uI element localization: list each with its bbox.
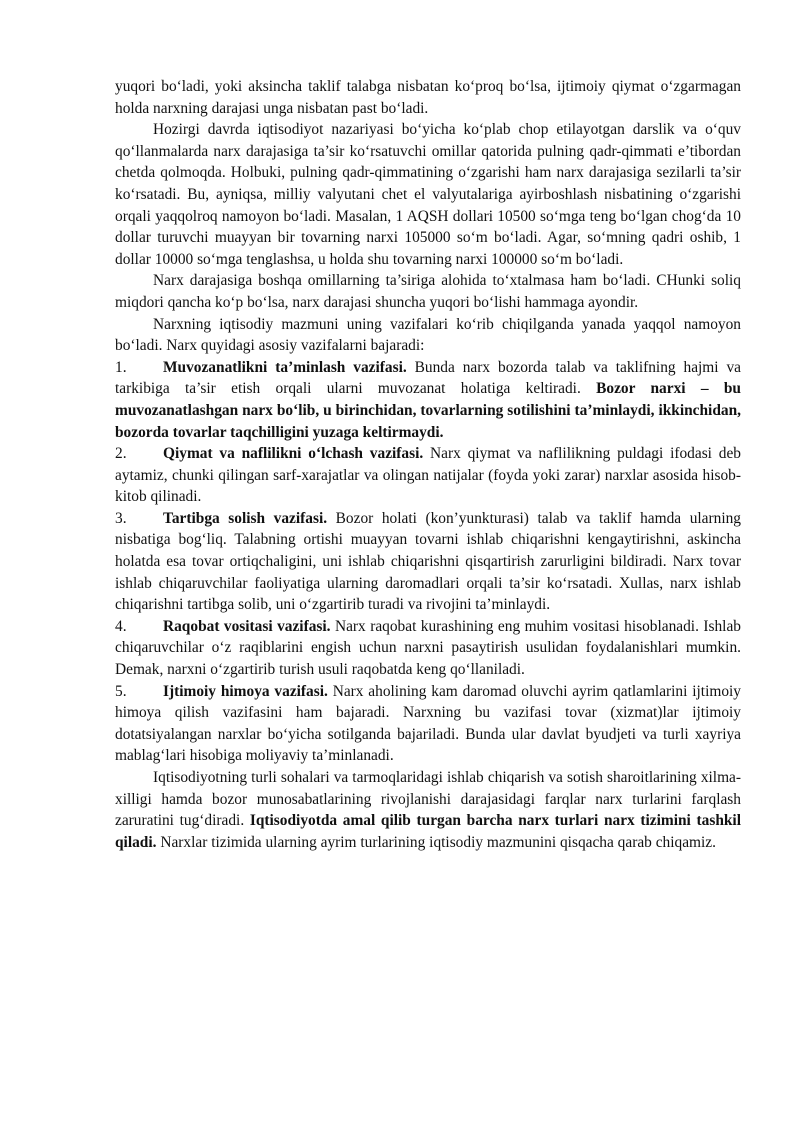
list-item-text: Bozor holati (kon’yunkturasi) talab va taklif hamda ularning nisbatiga bog‘liq. Talabning ortishi muayyan tovarni ishlab chiqarishni kengaytirishni, askincha holatda esa tovar ortiqchaligini, uni ishlab chiqarishni qisqartirish zarurligini bildiradi. Narx tovar ishlab chiqaruvchilar faoliyatiga ularning daromadlari orqali ta’sir ko‘rsatadi. Xullas, narx ishlab chiqarishni tartibga solib, uni o‘zgartirib turadi va rivojini ta’minlaydi. [115, 509, 741, 614]
list-item-text: Narx raqobat kurashining eng muhim vositasi hisoblanadi. Ishlab chiqaruvchilar o‘z raqiblarini engish uchun narxni pasaytirish usulidan foydalanishlari mumkin. Demak, narxni o‘zgartirib turish usuli raqobatda keng qo‘llaniladi. [115, 617, 741, 679]
list-item-social-protection [115, 681, 741, 767]
list-item-text: Bunda narx bozorda talab va taklifning hajmi va tarkibiga ta’sir etish orqali ularni muvozanat holatiga keltiradi. [115, 358, 741, 398]
list-number: 2. [115, 445, 127, 463]
document-page [115, 76, 741, 853]
list-number: 5. [115, 682, 127, 700]
list-number: 3. [115, 509, 127, 527]
paragraph-text-end: Narxlar tizimida ularning ayrim turlarining iqtisodiy mazmunini qisqacha qarab chiqamiz. [156, 833, 716, 851]
list-item-title: Qiymat va naflilikni o‘lchash vazifasi. [163, 445, 424, 463]
list-item-title: Ijtimoiy himoya vazifasi. [163, 682, 328, 700]
paragraph-bold-text: Iqtisodiyotda amal qilib turgan barcha narx turlari narx tizimini tashkil qiladi. [115, 812, 741, 851]
list-item-title: Tartibga solish vazifasi. [163, 509, 328, 527]
list-item-text: Narx qiymat va naflilikning puldagi ifodasi deb aytamiz, chunki qilingan sarf-xarajatlar va olingan natijalar (foyda yoki zarar) narxlar asosida hisob-kitob qilinadi. [115, 445, 741, 506]
list-item-bold-text: Bozor narxi – bu muvozanatlashgan narx bo‘lib, u birinchidan, tovarlarning sotilishini ta’minlaydi, ikkinchidan, bozorda tovarlar taqchilligini yuzaga keltirmaydi. [115, 380, 741, 441]
list-item-equilibrium [115, 357, 741, 443]
paragraph-price-system [115, 767, 741, 853]
paragraph-text: Iqtisodiyotning turli sohalari va tarmoqlaridagi ishlab chiqarish va sotish sharoitlarining xilma-xilligi hamda bozor munosabatlarining rivojlanishi darajasidagi farqlar narx turlarini farqlash zaruratini tug‘diradi. [115, 769, 741, 830]
list-number: 1. [115, 358, 127, 376]
list-item-title: Muvozanatlikni ta’minlash vazifasi. [163, 358, 407, 376]
list-number: 4. [115, 617, 127, 635]
list-item-text: Narx aholining kam daromad oluvchi ayrim qatlamlarini ijtimoiy himoya qilish vazifasini ham bajaradi. Narxning bu vazifasi tovar (xizmat)lar ijtimoiy dotatsiyalangan narxlar bo‘yicha sotilganda bajariladi. Bunda ular davlat byudjeti va turli xayriya mablag‘lari hisobiga moliyaviy ta’minlanadi. [115, 682, 741, 765]
list-item-regulation [115, 508, 741, 616]
list-item-competition [115, 616, 741, 681]
paragraph-tax-factor: Narx darajasiga boshqa omillarning ta’siriga alohida to‘xtalmasa ham bo‘ladi. CHunki soliq miqdori qancha ko‘p bo‘lsa, narx darajasi shuncha yuqori bo‘lishi hammaga ayondir. [115, 272, 741, 311]
paragraph-continuation: yuqori bo‘ladi, yoki aksincha taklif talabga nisbatan ko‘proq bo‘lsa, ijtimoiy qiymat o‘zgarmagan holda narxning darajasi unga nisbatan past bo‘ladi. [115, 78, 741, 117]
list-item-title: Raqobat vositasi vazifasi. [163, 617, 331, 635]
list-item-value-measure [115, 443, 741, 508]
paragraph-money-value: Hozirgi davrda iqtisodiyot nazariyasi bo‘yicha ko‘plab chop etilayotgan darslik va o‘quv qo‘llanmalarda narx darajasiga ta’sir ko‘rsatuvchi omillar qatorida pulning qadr-qimmati e’tibordan chetda qolmoqda. Holbuki, pulning qadr-qimmatining o‘zgarishi ham narx darajasiga sezilarli ta’sir ko‘rsatadi. Bu, ayniqsa, milliy valyutani chet el valyutalariga ayirboshlash nisbatining o‘zgarishi orqali yaqqolroq namoyon bo‘ladi. Masalan, 1 AQSH dollari 10500 so‘mga teng bo‘lgan chog‘da 10 dollar turuvchi muayyan bir tovarning narxi 105000 so‘m bo‘ladi. Agar, so‘mning qadri oshib, 1 dollar 10000 so‘mga tenglashsa, u holda shu tovarning narxi 100000 so‘m bo‘ladi. [115, 121, 741, 268]
paragraph-price-functions-intro: Narxning iqtisodiy mazmuni uning vazifalari ko‘rib chiqilganda yanada yaqqol namoyon bo‘ladi. Narx quyidagi asosiy vazifalarni bajaradi: [115, 315, 741, 355]
